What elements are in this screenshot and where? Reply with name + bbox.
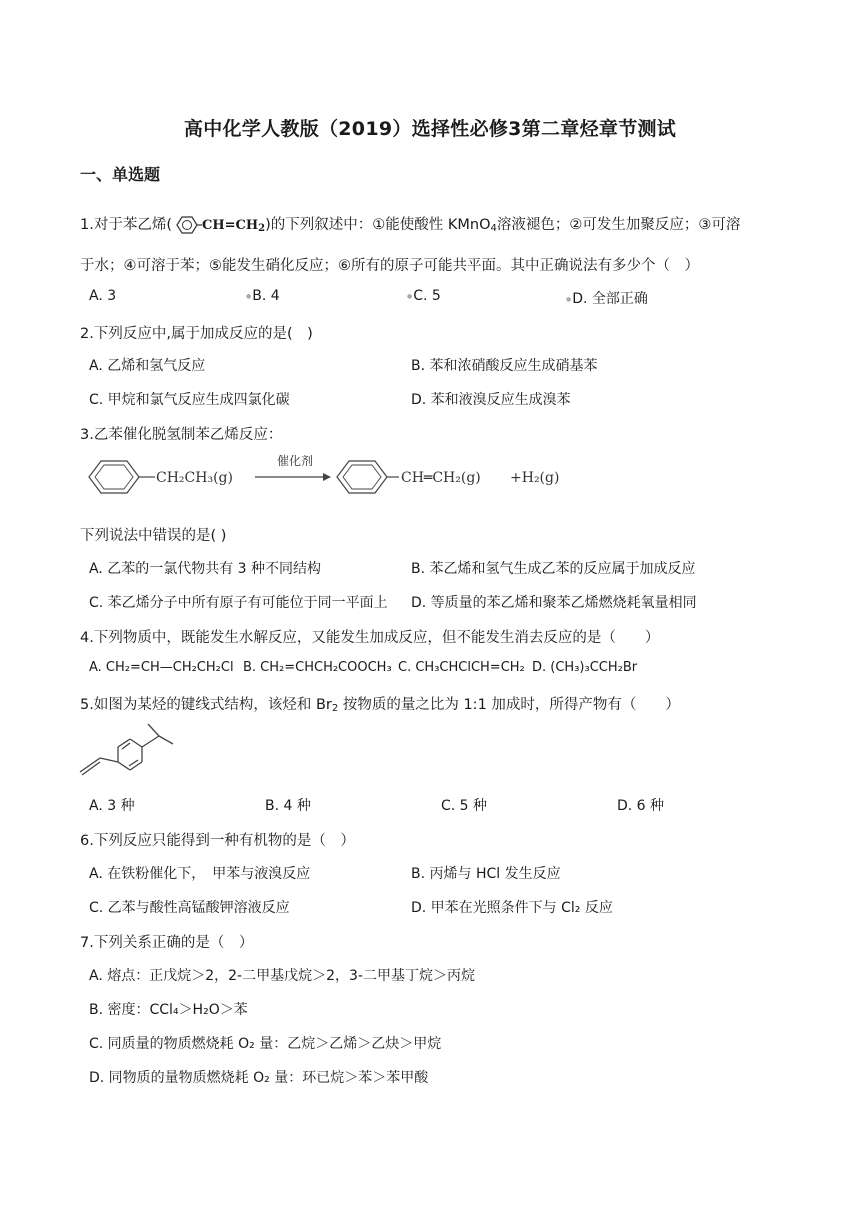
q3-catalyst-label: 催化剂 — [277, 454, 314, 468]
q1-option-c[interactable]: ●C. 5 — [407, 288, 441, 304]
q4-option-c[interactable]: C. CH₃CHClCH=CH₂ — [398, 660, 525, 675]
q6-stem: 6.下列反应只能得到一种有机物的是（ ） — [80, 833, 355, 849]
q1-structure-label: CH=CH — [202, 218, 259, 233]
q5-option-c[interactable]: C. 5 种 — [441, 798, 488, 814]
q1-option-a[interactable]: A. 3 — [89, 288, 117, 304]
q3-byproduct-label: +H₂(g) — [510, 470, 560, 486]
reaction-arrow-icon — [255, 473, 331, 481]
q3-reaction-scheme — [85, 455, 585, 505]
q2-option-a[interactable]: A. 乙烯和氢气反应 — [89, 358, 206, 374]
q3-question: 下列说法中错误的是( ) — [80, 528, 227, 544]
q1-structure-sub: 2 — [258, 223, 266, 234]
benzene-ring-icon — [172, 215, 202, 235]
q1-option-d-text: D. 全部正确 — [572, 291, 648, 307]
q1-line1-rest: )的下列叙述中：①能使酸性 KMnO — [265, 217, 491, 233]
page-title: 高中化学人教版（2019）选择性必修3第二章烃章节测试 — [183, 118, 677, 140]
q5-option-a[interactable]: A. 3 种 — [89, 798, 135, 814]
q7-option-c[interactable]: C. 同质量的物质燃烧耗 O₂ 量：乙烷＞乙烯＞乙炔＞甲烷 — [89, 1036, 442, 1052]
q4-option-b[interactable]: B. CH₂=CHCH₂COOCH₃ — [243, 660, 392, 675]
q5-option-b[interactable]: B. 4 种 — [265, 798, 311, 814]
q3-option-d[interactable]: D. 等质量的苯乙烯和聚苯乙烯燃烧耗氧量相同 — [411, 595, 697, 611]
q4-stem: 4.下列物质中，既能发生水解反应，又能发生加成反应，但不能发生消去反应的是（ ） — [80, 630, 660, 646]
q5-stem — [80, 693, 680, 714]
q4-option-a[interactable]: A. CH₂=CH—CH₂CH₂Cl — [89, 660, 234, 675]
q1-option-d[interactable]: ●D. 全部正确 — [566, 291, 648, 307]
q1-option-c-text: C. 5 — [413, 288, 441, 304]
q6-option-c[interactable]: C. 乙苯与酸性高锰酸钾溶液反应 — [89, 900, 290, 916]
q6-option-d[interactable]: D. 甲苯在光照条件下与 Cl₂ 反应 — [411, 900, 613, 916]
q2-option-d[interactable]: D. 苯和液溴反应生成溴苯 — [411, 392, 571, 408]
q3-option-c[interactable]: C. 苯乙烯分子中所有原子有可能位于同一平面上 — [89, 595, 388, 611]
q5-stem-a: 5.如图为某烃的键线式结构，该烃和 Br — [80, 697, 332, 713]
q7-option-a[interactable]: A. 熔点：正戊烷＞2，2-二甲基戊烷＞2，3-二甲基丁烷＞丙烷 — [89, 968, 475, 984]
q6-option-a[interactable]: A. 在铁粉催化下， 甲苯与液溴反应 — [89, 866, 311, 882]
q2-stem: 2.下列反应中,属于加成反应的是( ) — [80, 326, 313, 342]
q1-prefix: 1.对于苯乙烯( — [80, 217, 172, 233]
q3-reactant-label: CH₂CH₃(g) — [156, 470, 233, 486]
q3-option-a[interactable]: A. 乙苯的一氯代物共有 3 种不同结构 — [89, 561, 322, 577]
q1-option-b-text: B. 4 — [252, 288, 280, 304]
q7-stem: 7.下列关系正确的是（ ） — [80, 935, 254, 951]
q1-line1 — [80, 213, 740, 234]
q1-line1-end: 溶液褪色；②可发生加聚反应；③可溶 — [496, 217, 741, 233]
reactant-benzene-ring-icon — [89, 461, 155, 493]
section-title: 一、单选题 — [80, 165, 161, 184]
q5-stem-b: 按物质的量之比为 1:1 加成时，所得产物有（ ） — [338, 697, 680, 713]
q3-stem: 3.乙苯催化脱氢制苯乙烯反应： — [80, 427, 283, 443]
q4-option-d[interactable]: D. (CH₃)₃CCH₂Br — [532, 660, 638, 675]
q1-line1-sub: 4 — [490, 223, 497, 234]
q1-structure — [172, 216, 202, 234]
q3-option-b[interactable]: B. 苯乙烯和氢气生成乙苯的反应属于加成反应 — [411, 561, 696, 577]
q1-line2: 于水；④可溶于苯；⑤能发生硝化反应；⑥所有的原子可能共平面。其中正确说法有多少个（ ） — [80, 258, 699, 274]
q5-option-d[interactable]: D. 6 种 — [617, 798, 665, 814]
q5-stem-sub: 2 — [331, 703, 339, 714]
q5-skeletal-structure-icon — [78, 722, 178, 782]
q3-product-label: CH═CH₂(g) — [401, 470, 481, 486]
q1-option-b[interactable]: ●B. 4 — [246, 288, 280, 304]
product-benzene-ring-icon — [337, 461, 399, 493]
q2-option-c[interactable]: C. 甲烷和氯气反应生成四氯化碳 — [89, 392, 290, 408]
q7-option-b[interactable]: B. 密度：CCl₄＞H₂O＞苯 — [89, 1002, 248, 1018]
q2-option-b[interactable]: B. 苯和浓硝酸反应生成硝基苯 — [411, 358, 598, 374]
q6-option-b[interactable]: B. 丙烯与 HCl 发生反应 — [411, 866, 561, 882]
q7-option-d[interactable]: D. 同物质的量物质燃烧耗 O₂ 量：环已烷＞苯＞苯甲酸 — [89, 1070, 429, 1086]
